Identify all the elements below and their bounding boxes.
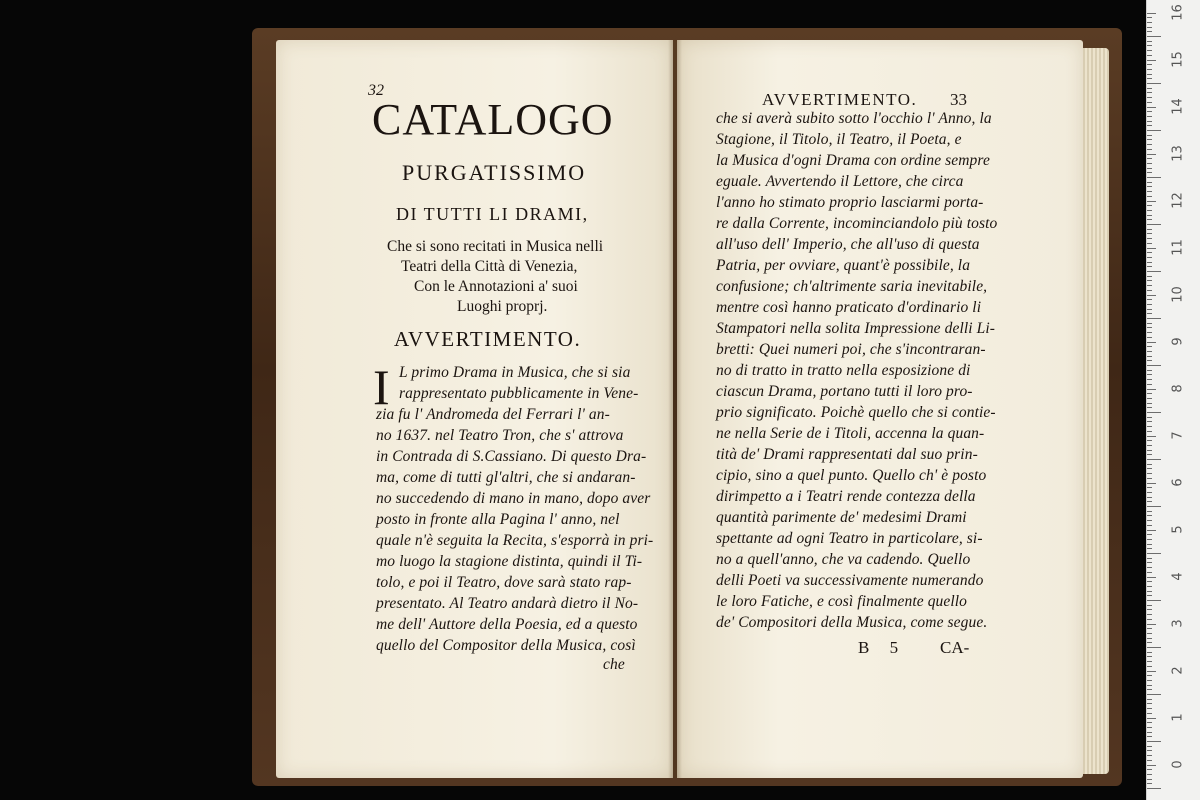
ruler-tick (1147, 55, 1152, 56)
ruler-tick (1147, 224, 1161, 225)
ruler-tick (1147, 577, 1156, 578)
body-line: de' Compositori della Musica, come segue. (716, 614, 988, 631)
ruler-tick (1147, 36, 1161, 37)
ruler-tick (1147, 351, 1152, 352)
ruler-tick (1147, 210, 1152, 211)
ruler-tick (1147, 586, 1152, 587)
ruler-tick (1147, 779, 1152, 780)
ruler-label: 9 (1170, 336, 1186, 346)
ruler-tick (1147, 478, 1152, 479)
ruler-tick (1147, 149, 1152, 150)
ruler-tick (1147, 69, 1152, 70)
ruler-tick (1147, 530, 1156, 531)
body-line: bretti: Quei numeri poi, che s'incontraran- (716, 341, 986, 358)
ruler-tick (1147, 562, 1152, 563)
body-line: tolo, e poi il Teatro, dove sarà stato rap- (376, 574, 632, 591)
ruler-tick (1147, 257, 1152, 258)
ruler-tick (1147, 196, 1152, 197)
ruler-tick (1147, 572, 1152, 573)
ruler-tick (1147, 384, 1152, 385)
body-line: no 1637. nel Teatro Tron, che s' attrova (376, 427, 624, 444)
body-line: l'anno ho stimato proprio lasciarmi porta- (716, 194, 984, 211)
ruler-tick (1147, 421, 1152, 422)
ruler-tick (1147, 492, 1152, 493)
ruler-tick (1147, 346, 1152, 347)
body-line: quale n'è seguita la Recita, s'esporrà in pri- (376, 532, 654, 549)
ruler-tick (1147, 290, 1152, 291)
body-line: Stagione, il Titolo, il Teatro, il Poeta, e (716, 131, 962, 148)
ruler-label: 12 (1170, 191, 1186, 209)
ruler-label: 5 (1170, 524, 1186, 534)
ruler-tick (1147, 276, 1152, 277)
ruler-tick (1147, 130, 1161, 131)
ruler-tick (1147, 398, 1152, 399)
intro-line: Con le Annotazioni a' suoi (414, 278, 578, 295)
body-line: no di tratto in tratto nella esposizione di (716, 362, 971, 379)
ruler-tick (1147, 374, 1152, 375)
body-line: cipio, sino a quel punto. Quello ch' è posto (716, 467, 987, 484)
ruler-tick (1147, 661, 1152, 662)
ruler-tick (1147, 356, 1152, 357)
ruler-tick (1147, 243, 1152, 244)
right-page-number: 33 (950, 90, 967, 109)
ruler-tick (1147, 769, 1152, 770)
catchword: CA- (940, 638, 970, 657)
ruler-tick (1147, 506, 1161, 507)
ruler-tick (1147, 332, 1152, 333)
ruler-tick (1147, 177, 1161, 178)
ruler-tick (1147, 666, 1152, 667)
ruler-tick (1147, 191, 1152, 192)
ruler-tick (1147, 13, 1156, 14)
body-line: delli Poeti va successivamente numerando (716, 572, 984, 589)
ruler-tick (1147, 318, 1161, 319)
body-line: confusione; ch'altrimente saria inevitabile, (716, 278, 988, 295)
ruler-tick (1147, 783, 1152, 784)
ruler-tick (1147, 685, 1152, 686)
body-line: re dalla Corrente, incominciandolo più tosto (716, 215, 998, 232)
body-line: no a quell'anno, che va cadendo. Quello (716, 551, 971, 568)
ruler-tick (1147, 765, 1156, 766)
ruler-tick (1147, 139, 1152, 140)
ruler-tick (1147, 50, 1152, 51)
ruler-tick (1147, 370, 1152, 371)
ruler-tick (1147, 638, 1152, 639)
ruler-tick (1147, 201, 1156, 202)
ruler-tick (1147, 403, 1152, 404)
ruler-tick (1147, 619, 1152, 620)
ruler-tick (1147, 694, 1161, 695)
ruler-tick (1147, 252, 1152, 253)
signature-mark: B 5 (858, 638, 907, 657)
ruler-tick (1147, 600, 1161, 601)
ruler-tick (1147, 450, 1152, 451)
ruler-tick (1147, 379, 1152, 380)
intro-line: Che si sono recitati in Musica nelli (387, 238, 604, 255)
ruler-tick (1147, 755, 1152, 756)
body-line: rappresentato pubblicamente in Vene- (399, 385, 639, 402)
ruler-tick (1147, 614, 1152, 615)
ruler-label: 4 (1170, 571, 1186, 581)
ruler-tick (1147, 713, 1152, 714)
ruler-tick (1147, 459, 1161, 460)
ruler-tick (1147, 407, 1152, 408)
body-line: le loro Fatiche, e così finalmente quello (716, 593, 968, 610)
ruler-tick (1147, 750, 1152, 751)
ruler-label: 13 (1170, 144, 1186, 162)
ruler-tick (1147, 417, 1152, 418)
ruler-label: 6 (1170, 477, 1186, 487)
ruler-tick (1147, 412, 1161, 413)
body-line: no succedendo di mano in mano, dopo aver (376, 490, 651, 507)
ruler-tick (1147, 703, 1152, 704)
ruler-tick (1147, 22, 1152, 23)
ruler-label: 8 (1170, 383, 1186, 393)
ruler-tick (1147, 233, 1152, 234)
ruler-tick (1147, 323, 1152, 324)
body-line: quello del Compositor della Musica, così (376, 637, 636, 654)
ruler-tick (1147, 464, 1152, 465)
ruler-label: 3 (1170, 618, 1186, 628)
ruler-tick (1147, 327, 1152, 328)
ruler-tick (1147, 102, 1152, 103)
ruler-tick (1147, 497, 1152, 498)
ruler-tick (1147, 741, 1161, 742)
ruler-tick (1147, 534, 1152, 535)
ruler-label: 10 (1170, 285, 1186, 303)
ruler-tick (1147, 125, 1152, 126)
body-line: in Contrada di S.Cassiano. Di questo Dra- (376, 448, 647, 465)
ruler-tick (1147, 186, 1152, 187)
ruler-tick (1147, 605, 1152, 606)
ruler-tick (1147, 295, 1156, 296)
ruler-tick (1147, 689, 1152, 690)
ruler-tick (1147, 440, 1152, 441)
ruler-tick (1147, 168, 1152, 169)
ruler-tick (1147, 107, 1156, 108)
ruler-tick (1147, 628, 1152, 629)
ruler-tick (1147, 567, 1152, 568)
ruler-tick (1147, 271, 1161, 272)
body-line: all'uso dell' Imperio, che all'uso di questa (716, 236, 980, 253)
ruler-tick (1147, 116, 1152, 117)
ruler-tick (1147, 27, 1152, 28)
ruler-tick (1147, 609, 1152, 610)
ruler-tick (1147, 431, 1152, 432)
ruler-tick (1147, 342, 1156, 343)
left-page-number: 32 (368, 82, 384, 99)
ruler-label: 7 (1170, 430, 1186, 440)
ruler-tick (1147, 656, 1152, 657)
ruler-tick (1147, 774, 1152, 775)
ruler-label: 0 (1170, 759, 1186, 769)
ruler-tick (1147, 17, 1152, 18)
measuring-ruler (1146, 0, 1200, 800)
body-line: dirimpetto a i Teatri rende contezza della (716, 488, 976, 505)
ruler-tick (1147, 172, 1152, 173)
ruler-tick (1147, 520, 1152, 521)
ruler-label: 11 (1170, 238, 1186, 256)
ruler-tick (1147, 45, 1152, 46)
ruler-tick (1147, 135, 1152, 136)
ruler-tick (1147, 309, 1152, 310)
ruler-tick (1147, 624, 1156, 625)
ruler-tick (1147, 92, 1152, 93)
body-line: ne nella Serie de i Titoli, accenna la quan- (716, 425, 985, 442)
body-line: L primo Drama in Musica, che si sia (399, 364, 631, 381)
running-head: AVVERTIMENTO. (762, 90, 918, 109)
ruler-tick (1147, 280, 1152, 281)
ruler-tick (1147, 313, 1152, 314)
ruler-tick (1147, 647, 1161, 648)
body-line: ciascun Drama, portano tutti il loro pro- (716, 383, 973, 400)
ruler-tick (1147, 708, 1152, 709)
ruler-tick (1147, 581, 1152, 582)
ruler-tick (1147, 248, 1156, 249)
page-edges (1083, 48, 1109, 774)
page-title: CATALOGO (372, 95, 614, 144)
body-line: tità de' Drami rappresentati dal suo prin- (716, 446, 978, 463)
ruler-tick (1147, 454, 1152, 455)
ruler-label: 16 (1170, 3, 1186, 21)
ruler-tick (1147, 205, 1152, 206)
ruler-tick (1147, 60, 1156, 61)
ruler-tick (1147, 548, 1152, 549)
ruler-tick (1147, 633, 1152, 634)
ruler-tick (1147, 652, 1152, 653)
catchword: che (603, 656, 625, 673)
ruler-tick (1147, 699, 1152, 700)
ruler-tick (1147, 262, 1152, 263)
ruler-label: 14 (1170, 97, 1186, 115)
body-line: ma, come di tutti gl'altri, che si andaran- (376, 469, 636, 486)
ruler-tick (1147, 337, 1152, 338)
ruler-tick (1147, 154, 1156, 155)
body-line: eguale. Avvertendo il Lettore, che circa (716, 173, 964, 190)
ruler-tick (1147, 525, 1152, 526)
ruler-tick (1147, 515, 1152, 516)
ruler-tick (1147, 436, 1156, 437)
drop-cap: I (373, 359, 390, 415)
ruler-tick (1147, 97, 1152, 98)
ruler-tick (1147, 426, 1152, 427)
body-line: Stampatori nella solita Impressione delli Li- (716, 320, 996, 337)
body-line: spettante ad ogni Teatro in particolare, si- (716, 530, 983, 547)
ruler-tick (1147, 511, 1152, 512)
ruler-tick (1147, 483, 1156, 484)
ruler-tick (1147, 74, 1152, 75)
ruler-tick (1147, 680, 1152, 681)
intro-line: Luoghi proprj. (457, 298, 548, 315)
ruler-tick (1147, 78, 1152, 79)
body-line: mentre così hanno praticato d'ordinario li (716, 299, 982, 316)
ruler-label: 15 (1170, 50, 1186, 68)
ruler-tick (1147, 360, 1152, 361)
ruler-tick (1147, 445, 1152, 446)
intro-line: Teatri della Città di Venezia, (401, 258, 578, 275)
ruler-tick (1147, 760, 1152, 761)
ruler-tick (1147, 88, 1152, 89)
ruler-tick (1147, 215, 1152, 216)
ruler-tick (1147, 553, 1161, 554)
ruler-tick (1147, 671, 1156, 672)
ruler-tick (1147, 121, 1152, 122)
ruler-tick (1147, 266, 1152, 267)
ruler-tick (1147, 727, 1152, 728)
ruler-tick (1147, 642, 1152, 643)
ruler-tick (1147, 722, 1152, 723)
ruler-tick (1147, 468, 1152, 469)
ruler-tick (1147, 299, 1152, 300)
body-line: zia fu l' Andromeda del Ferrari l' an- (376, 406, 610, 423)
ruler-tick (1147, 501, 1152, 502)
section-heading: AVVERTIMENTO. (394, 327, 582, 351)
ruler-tick (1147, 788, 1161, 789)
ruler-tick (1147, 746, 1152, 747)
body-line: Patria, per ovviare, quant'è possibile, la (716, 257, 971, 274)
ruler-tick (1147, 389, 1156, 390)
ruler-tick (1147, 732, 1152, 733)
ruler-tick (1147, 182, 1152, 183)
ruler-tick (1147, 473, 1152, 474)
ruler-tick (1147, 158, 1152, 159)
ruler-tick (1147, 675, 1152, 676)
body-line: la Musica d'ogni Drama con ordine sempre (716, 152, 990, 169)
ruler-tick (1147, 111, 1152, 112)
body-line: mo luogo la stagione distinta, quindi il Ti- (376, 553, 643, 570)
ruler-label: 2 (1170, 665, 1186, 675)
ruler-tick (1147, 229, 1152, 230)
body-line: che si averà subito sotto l'occhio l' Anno, la (716, 110, 992, 127)
ruler-tick (1147, 544, 1152, 545)
ruler-tick (1147, 539, 1152, 540)
ruler-tick (1147, 285, 1152, 286)
ruler-tick (1147, 718, 1156, 719)
body-line: posto in fronte alla Pagina l' anno, nel (376, 511, 620, 528)
ruler-tick (1147, 558, 1152, 559)
body-line: presentato. Al Teatro andarà dietro il No- (376, 595, 639, 612)
ruler-tick (1147, 304, 1152, 305)
ruler-tick (1147, 736, 1152, 737)
body-line: quantità parimente de' medesimi Drami (716, 509, 967, 526)
ruler-tick (1147, 219, 1152, 220)
body-line: me dell' Auttore della Poesia, ed a questo (376, 616, 638, 633)
page-subtitle: PURGATISSIMO (402, 160, 587, 185)
ruler-tick (1147, 365, 1161, 366)
ruler-tick (1147, 144, 1152, 145)
book-gutter (668, 40, 682, 778)
ruler-tick (1147, 595, 1152, 596)
ruler-tick (1147, 31, 1152, 32)
ruler-tick (1147, 238, 1152, 239)
ruler-tick (1147, 393, 1152, 394)
ruler-tick (1147, 487, 1152, 488)
ruler-tick (1147, 163, 1152, 164)
ruler-tick (1147, 41, 1152, 42)
ruler-tick (1147, 83, 1161, 84)
ruler-tick (1147, 64, 1152, 65)
page-subtitle-2: DI TUTTI LI DRAMI, (396, 204, 589, 224)
ruler-label: 1 (1170, 712, 1186, 722)
ruler-tick (1147, 591, 1152, 592)
body-line: prio significato. Poichè quello che si contie- (716, 404, 996, 421)
